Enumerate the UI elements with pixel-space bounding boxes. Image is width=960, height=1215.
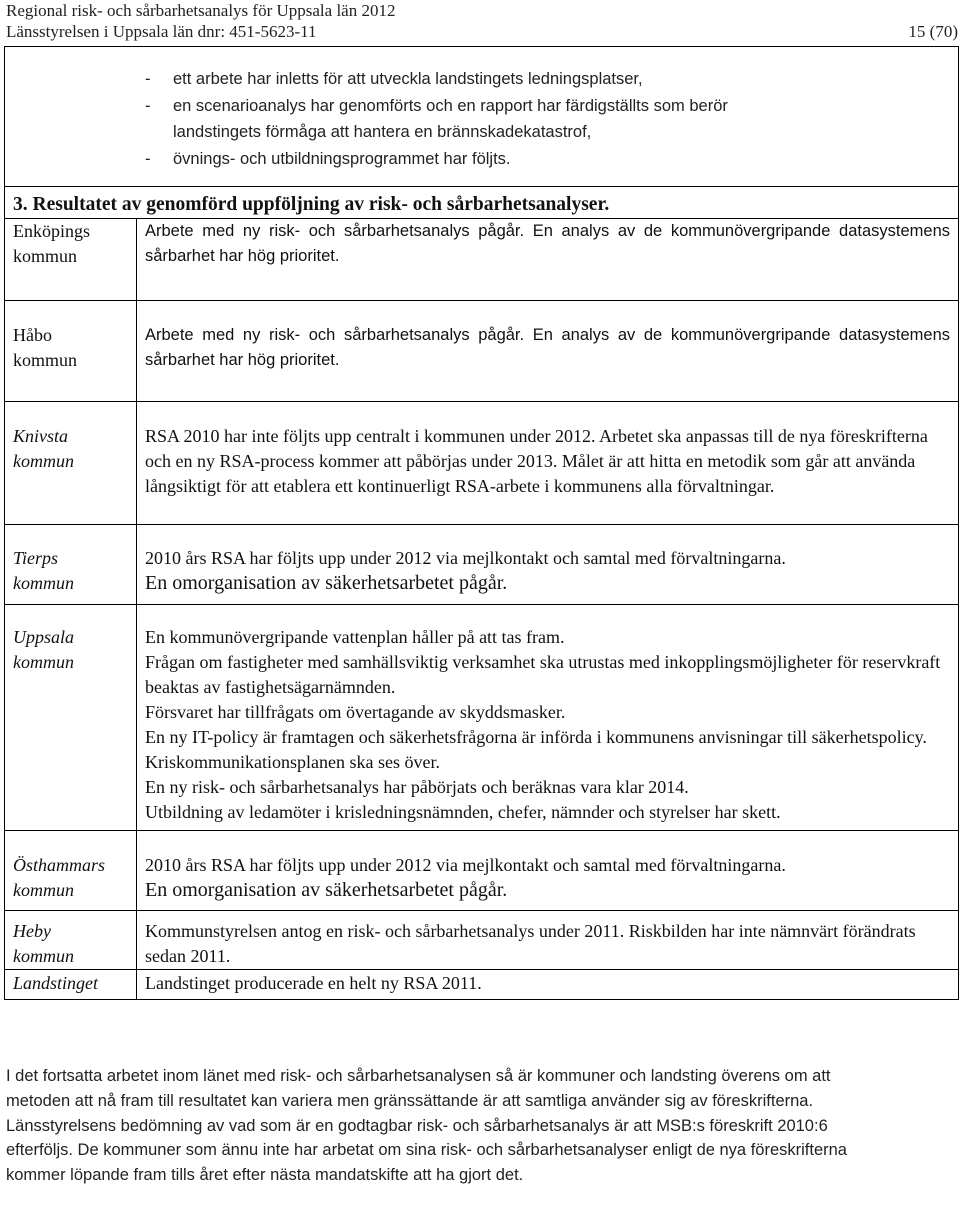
municipality-label: Heby kommun (5, 911, 137, 970)
table-row (5, 402, 959, 525)
table-row (5, 605, 959, 831)
table-row (5, 911, 959, 970)
municipality-label: Landstinget (5, 970, 137, 1000)
list-item: - en scenarioanalys har genomförts och en rapport har färdigställts som berör (145, 96, 728, 115)
municipality-label: Håbo kommun (5, 301, 137, 402)
section-row (5, 187, 959, 219)
document-reference: Länsstyrelsen i Uppsala län dnr: 451-5623-11 (6, 22, 317, 41)
table-row (5, 525, 959, 605)
municipality-text: Arbete med ny risk- och sårbarhetsanalys pågår. En analys av de kommunövergripande datasystemens sårbarhet har hög prioritet. (137, 219, 959, 301)
follow-up-table (4, 46, 959, 1000)
municipality-text: RSA 2010 har inte följts upp centralt i kommunen under 2012. Arbetet ska anpassas till de nya föreskrifterna och en ny RSA-process kommer att påbörjas under 2013. Målet är att hitta en metodik som går att använda långsiktigt för att etablera ett kontinuerligt RSA-arbete i kommunens alla förvaltningar. (137, 402, 959, 525)
table-row (5, 831, 959, 911)
list-item: landstingets förmåga att hantera en brännskadekatastrof, (173, 123, 592, 141)
conclusion-paragraph: I det fortsatta arbetet inom länet med risk- och sårbarhetsanalysen så är kommuner och landsting överens om att metoden att nå fram till resultatet kan variera men gränssättande är att samtliga använder sig av föreskrifterna. Länsstyrelsens bedömning av vad som är en godtagbar risk- och sårbarhetsanalys är att MSB:s föreskrift 2010:6 efterföljs. De kommuner som ännu inte har arbetat om sina risk- och sårbarhetsanalyser enligt de nya föreskrifterna kommer löpande fram tills året efter nästa mandatskifte att ha gjort det. (6, 1067, 847, 1185)
list-item: - övnings- och utbildningsprogrammet har följts. (145, 149, 511, 168)
document-title: Regional risk- och sårbarhetsanalys för Uppsala län 2012 (6, 1, 396, 20)
intro-row (5, 46, 959, 187)
municipality-label: Tierps kommun (5, 525, 137, 605)
page-header (6, 0, 958, 42)
municipality-text: Kommunstyrelsen antog en risk- och sårbarhetsanalys under 2011. Riskbilden har inte nämnvärt förändrats sedan 2011. (137, 911, 959, 970)
page-number: 15 (70) (908, 22, 958, 41)
municipality-label: Knivsta kommun (5, 402, 137, 525)
intro-list (5, 46, 958, 186)
municipality-text: 2010 års RSA har följts upp under 2012 via mejlkontakt och samtal med förvaltningarna. En omorganisation av säkerhetsarbetet pågår. (137, 831, 959, 911)
municipality-text: En kommunövergripande vattenplan håller på att tas fram. Frågan om fastigheter med samhällsviktig verksamhet ska utrustas med inkopplingsmöjligheter för reservkraft beaktas av fastighetsägarnämnden. Försvaret har tillfrågats om övertagande av skyddsmasker. En ny IT-policy är framtagen och säkerhetsfrågorna är införda i kommunens anvisningar till säkerhetspolicy. Kriskommunikationsplanen ska ses över. En ny risk- och sårbarhetsanalys har påbörjats och beräknas vara klar 2014. Utbildning av ledamöter i krisledningsnämnden, chefer, nämnder och styrelser har skett. (137, 605, 959, 831)
municipality-label: Östhammars kommun (5, 831, 137, 911)
municipality-text: 2010 års RSA har följts upp under 2012 via mejlkontakt och samtal med förvaltningarna. En omorganisation av säkerhetsarbetet pågår. (137, 525, 959, 605)
municipality-text: Landstinget producerade en helt ny RSA 2011. (137, 970, 959, 1000)
list-item: - ett arbete har inletts för att utveckla landstingets ledningsplatser, (145, 70, 643, 88)
table-row (5, 301, 959, 402)
municipality-label: Uppsala kommun (5, 605, 137, 831)
section-heading: 3. Resultatet av genomförd uppföljning av risk- och sårbarhetsanalyser. (13, 194, 610, 215)
table-row (5, 970, 959, 1000)
municipality-label: Enköpings kommun (5, 219, 137, 301)
table-row (5, 219, 959, 301)
municipality-text: Arbete med ny risk- och sårbarhetsanalys pågår. En analys av de kommunövergripande datasystemens sårbarhet har hög prioritet. (137, 301, 959, 402)
